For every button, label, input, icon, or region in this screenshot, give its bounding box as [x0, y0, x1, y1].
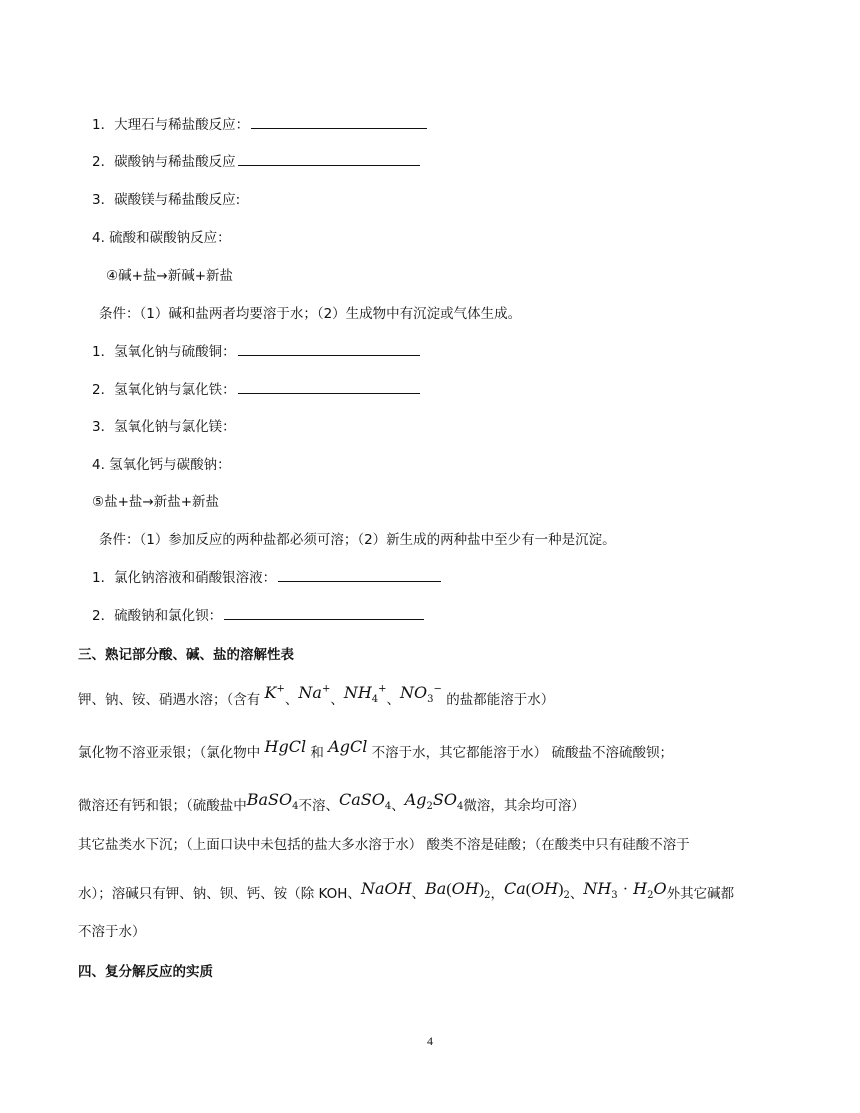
- answer-blank[interactable]: [278, 567, 441, 582]
- answer-blank[interactable]: [224, 605, 424, 620]
- base-salt-item-1: [92, 340, 420, 360]
- salt-salt-item-2: [92, 604, 424, 624]
- text: 的盐都能溶于水）: [446, 692, 555, 708]
- salt-salt-item-1: [92, 566, 441, 586]
- formula-agcl: AgCl: [328, 737, 368, 756]
- formula-caoh2: $Ca(OH)_2$: [503, 879, 570, 902]
- separator: 、: [391, 798, 405, 814]
- separator: 、: [411, 886, 426, 902]
- formula-baso4: BaSO$_4$: [246, 790, 299, 813]
- formula-na-ion: Na+: [298, 683, 331, 702]
- salt-salt-heading: ⑤盐+盐→新盐+新盐: [92, 494, 220, 510]
- separator: 、: [569, 886, 584, 902]
- answer-blank[interactable]: [238, 379, 420, 394]
- solubility-line-1: [78, 683, 555, 711]
- answer-blank[interactable]: [238, 341, 420, 356]
- text: 不溶于水，其它都能溶于水） 硫酸盐不溶硫酸钡；: [371, 745, 673, 761]
- item-text: 4. 硫酸和碳酸钠反应：: [92, 230, 231, 246]
- text: 和: [310, 745, 324, 761]
- base-salt-item-3: 3．氢氧化钠与氯化镁：: [92, 419, 236, 435]
- base-salt-heading: ④碱+盐→新碱+新盐: [106, 268, 234, 284]
- section-3-title: 三、熟记部分酸、碱、盐的溶解性表: [78, 647, 294, 663]
- base-salt-condition: 条件：（1）碱和盐两者均要溶于水；（2）生成物中有沉淀或气体生成。: [99, 306, 522, 322]
- item-text: 2．硫酸钠和氯化钡：: [92, 608, 223, 624]
- formula-naoh: NaOH: [360, 879, 412, 898]
- section-4-title: 四、复分解反应的实质: [78, 964, 213, 980]
- text: 水）；溶碱只有钾、钠、钡、钙、铵（除 KOH、: [78, 886, 361, 902]
- solubility-line-6: 不溶于水）: [78, 924, 146, 940]
- separator: 、: [386, 692, 401, 708]
- base-salt-item-2: [92, 378, 420, 398]
- formula-no3-ion: $NO_3^-$: [400, 683, 442, 706]
- formula-k-ion: K+: [264, 683, 285, 702]
- formula-nh4-ion: $NH_4^+$: [343, 683, 387, 706]
- formula-baoh2: $Ba(OH)_2$: [425, 879, 491, 902]
- answer-blank[interactable]: [251, 114, 427, 129]
- base-salt-item-4: 4. 氢氧化钙与碳酸钠：: [92, 457, 231, 473]
- solubility-line-2: [78, 737, 673, 761]
- item-text: 1．氢氧化钠与硫酸铜：: [92, 344, 236, 360]
- solubility-line-4: 其它盐类水下沉；（上面口诀中未包括的盐大多水溶于水） 酸类不溶是硅酸；（在酸类中只有硅酸不溶于: [78, 837, 690, 853]
- solubility-line-5: [78, 879, 735, 905]
- separator: ，: [490, 886, 504, 902]
- formula-caso4: CaSO$_4$: [339, 790, 392, 813]
- answer-blank[interactable]: [238, 151, 420, 166]
- separator: 、: [330, 692, 344, 708]
- carbonate-item-2: [92, 150, 420, 170]
- separator: 、: [284, 692, 299, 708]
- item-text: 2．氢氧化钠与氯化铁：: [92, 382, 236, 398]
- item-text: 3．碳酸镁与稀盐酸反应:: [92, 192, 241, 208]
- item-text: 1．氯化钠溶液和硝酸银溶液：: [92, 570, 277, 586]
- salt-salt-condition: 条件：（1）参加反应的两种盐都必须可溶；（2）新生成的两种盐中至少有一种是沉淀。: [99, 532, 616, 548]
- formula-ag2so4: $Ag_2SO_4$: [404, 790, 464, 813]
- formula-hgcl: HgCl: [264, 737, 307, 756]
- item-text: 2．碳酸钠与稀盐酸反应: [92, 154, 236, 170]
- carbonate-item-4: [92, 226, 231, 246]
- text: 钾、钠、铵、硝遇水溶；（含有: [78, 692, 261, 708]
- text: 氯化物不溶亚汞银；（氯化物中: [78, 745, 261, 761]
- item-text: 1．大理石与稀盐酸反应：: [92, 117, 250, 133]
- carbonate-item-1: [92, 113, 427, 133]
- text: 微溶，其余均可溶）: [463, 798, 585, 814]
- formula-nh3-h2o: $NH_3 \cdot H_2O$: [583, 879, 667, 902]
- text: 外其它碱都: [666, 886, 735, 902]
- text: 不溶、: [298, 798, 339, 814]
- page-number: 4: [427, 1034, 433, 1048]
- carbonate-item-3: [92, 188, 240, 208]
- solubility-line-3: [78, 790, 585, 817]
- text: 微溶还有钙和银；（硫酸盐中: [78, 798, 247, 814]
